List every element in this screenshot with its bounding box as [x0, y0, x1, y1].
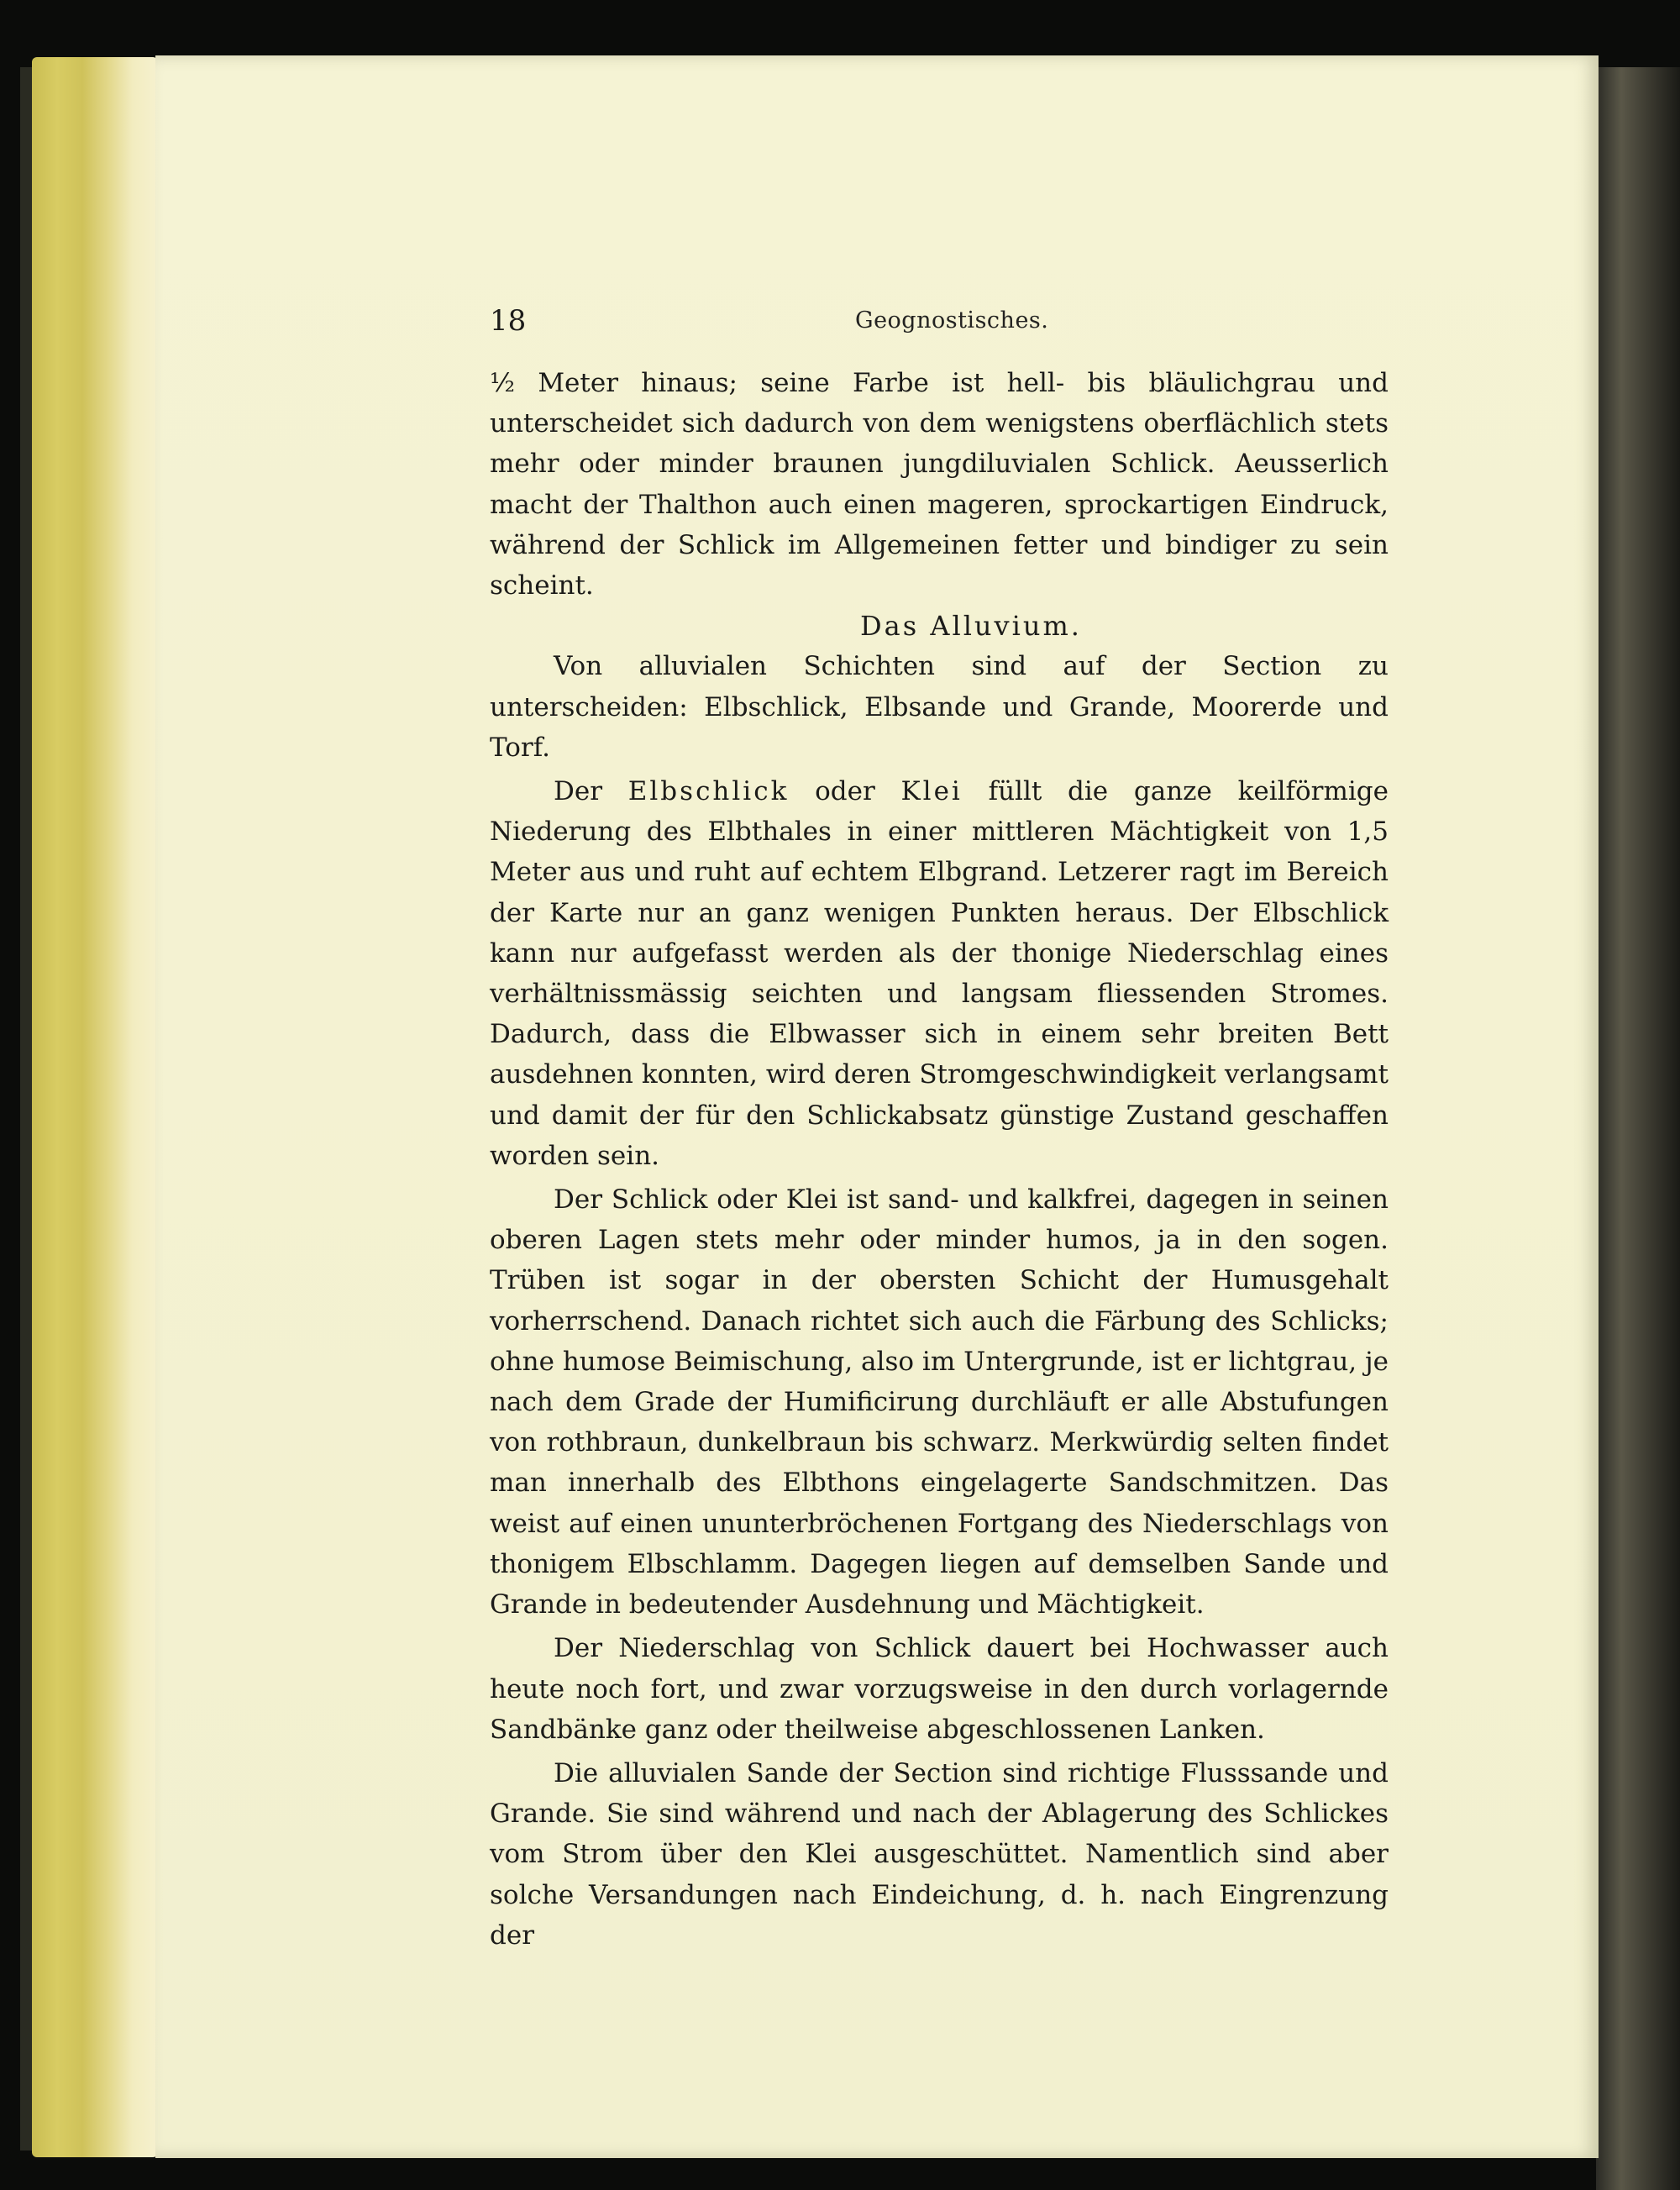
paragraph-5: Der Niederschlag von Schlick dauert bei Hochwasser auch heute noch fort, und zwar vorzugsweise in den durch vorlagernde Sandbänke ganz oder theilweise abgeschlossenen Lanken.: [490, 1633, 1389, 1745]
book-binding-right: [1596, 67, 1680, 2190]
paragraph-3-mid: oder: [789, 776, 901, 807]
paragraph-3: [490, 771, 1389, 1176]
term-klei: Klei: [900, 776, 963, 807]
paragraph-4: Der Schlick oder Klei ist sand- und kalkfrei, dagegen in seinen oberen Lagen stets mehr oder minder humos, ja in den sogen. Trüben ist sogar in der obersten Schicht der Humusgehalt vorherrschend. Danach richtet sich auch die Färbung des Schlicks; ohne humose Beimischung, also im Untergrunde, ist er lichtgrau, je nach dem Grade der Humificirung durchläuft er alle Abstufungen von rothbraun, dunkelbraun bis schwarz. Merkwürdig selten findet man innerhalb des Elbthons eingelagerte Sandschmitzen. Das weist auf einen ununterbröchenen Fortgang des Niederschlags von thonigem Elbschlamm. Dagegen liegen auf demselben Sande und Grande in bedeutender Ausdehnung und Mächtigkeit.: [490, 1184, 1389, 1620]
paragraph-3-prefix: Der: [554, 776, 628, 807]
running-head: [490, 304, 1384, 346]
paragraph-1: ½ Meter hinaus; seine Farbe ist hell- bis bläulichgrau und unterscheidet sich dadurch von dem wenigstens oberflächlich stets mehr oder minder braunen jungdiluvialen Schlick. Aeusserlich macht der Thalthon auch einen mageren, sprockartigen Eindruck, während der Schlick im Allgemeinen fetter und bindiger zu sein scheint.: [490, 368, 1389, 601]
paragraph-3-rest: füllt die ganze keilförmige Niederung des Elbthales in einer mittleren Mächtigkeit von 1,5 Meter aus und ruht auf echtem Elbgrand. Letzerer ragt im Bereich der Karte nur an ganz wenigen Punkten heraus. Der Elbschlick kann nur aufgefasst werden als der thonige Niederschlag eines verhältnissmässig seichten und langsam fliessenden Stromes. Dadurch, dass die Elbwasser sich in einem sehr breiten Bett ausdehnen konnten, wird deren Stromgeschwindigkeit verlangsamt und damit der für den Schlickabsatz günstige Zustand geschaffen worden sein.: [490, 776, 1389, 1171]
book-page-edges: [32, 57, 158, 2157]
paragraph-6: Die alluvialen Sande der Section sind richtige Flusssande und Grande. Sie sind während und nach der Ablagerung des Schlickes vom Strom über den Klei ausgeschüttet. Namentlich sind aber solche Versandungen nach Eindeichung, d. h. nach Eingrenzung der: [490, 1757, 1389, 1951]
page-number: 18: [490, 304, 527, 338]
paragraph-2: Von alluvialen Schichten sind auf der Section zu unterscheiden: Elbschlick, Elbsande und Grande, Moorerde und Torf.: [490, 651, 1389, 763]
term-elbschlick: Elbschlick: [627, 776, 790, 807]
section-heading: Das Alluvium.: [860, 610, 1082, 643]
body-text: [490, 363, 1389, 1956]
running-title: Geognostisches.: [855, 307, 1049, 333]
